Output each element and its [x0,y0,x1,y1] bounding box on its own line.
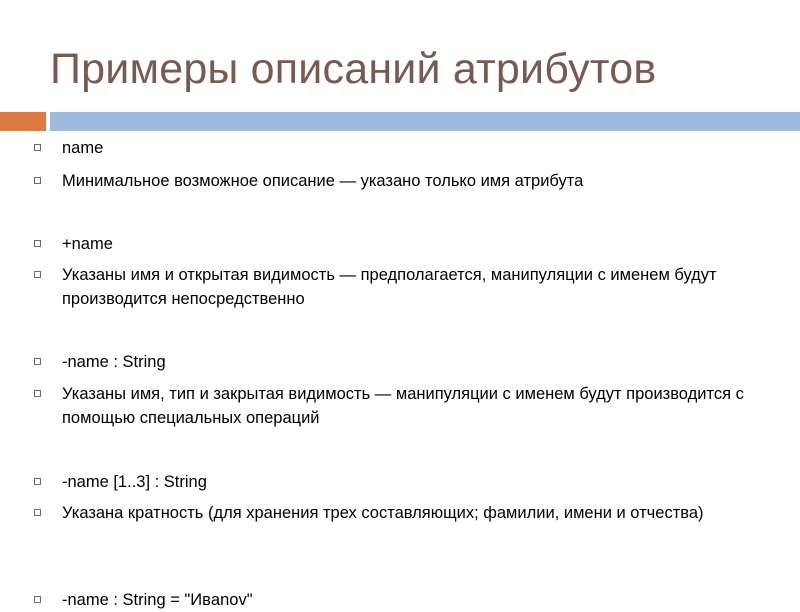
square-bullet-icon [34,240,41,247]
list-item-text: -name [1..3] : String [62,473,207,491]
square-bullet-icon [34,358,41,365]
list-item-text: Указаны имя, тип и закрытая видимость — манипуляции с именем будут производится с помощью специальных операций [62,385,744,427]
square-bullet-icon [34,271,41,278]
list-item-text: -name : String = "Ивanov" [62,591,253,609]
square-bullet-icon [34,478,41,485]
square-bullet-icon [34,177,41,184]
list-item-text: name [62,139,104,157]
list-item-text: Указаны имя и открытая видимость — предполагается, манипуляции с именем будут производится непосредственно [62,266,717,308]
list-item-text: +name [62,235,113,253]
slide-title: Примеры описаний атрибутов [50,45,657,93]
list-item-text: Минимальное возможное описание — указано только имя атрибута [62,172,584,190]
square-bullet-icon [34,509,41,516]
list-item-text: -name : String [62,353,166,371]
square-bullet-icon [34,144,41,151]
square-bullet-icon [34,390,41,397]
list-item-text: Указана кратность (для хранения трех составляющих; фамилии, имени и отчества) [62,504,704,522]
